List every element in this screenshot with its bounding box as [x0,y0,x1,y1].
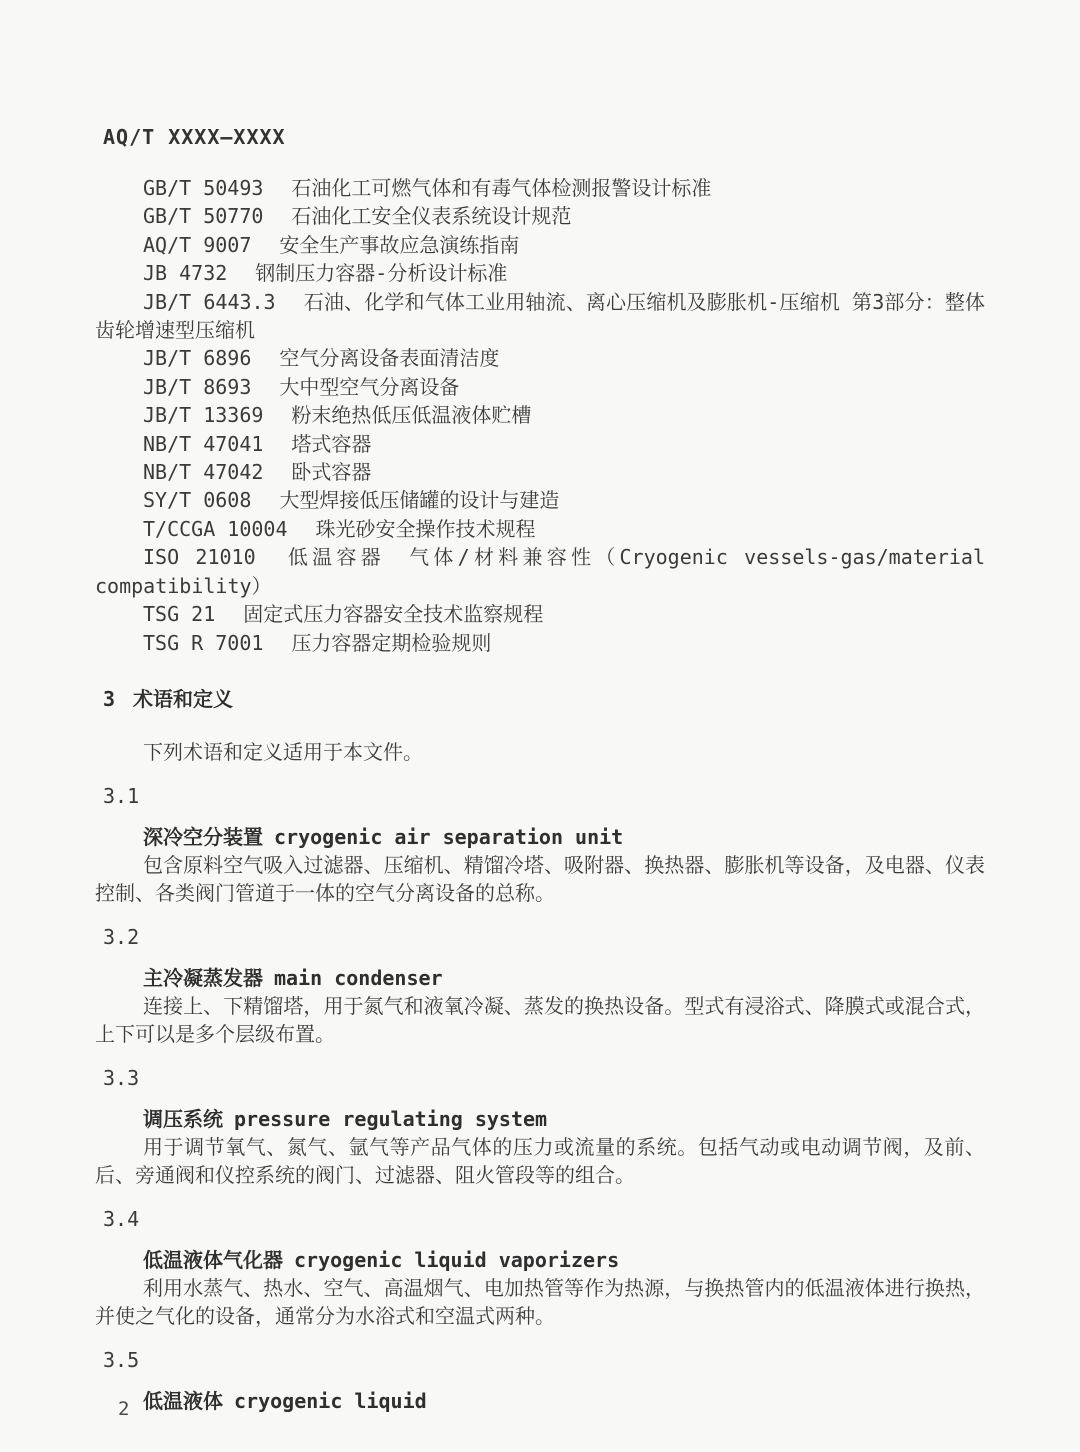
reference-item [95,629,985,657]
reference-title: 低温容器 气体/材料兼容性（Cryogenic vessels-gas/material compatibility） [95,545,985,598]
reference-item [95,174,985,202]
reference-code: JB/T 6443.3 [143,289,276,314]
section-number: 3 [103,686,116,711]
reference-title: 压力容器定期检验规则 [291,630,492,655]
reference-title: 钢制压力容器-分析设计标准 [255,261,508,286]
term-en: pressure regulating system [234,1106,548,1131]
term-zh: 低温液体气化器 [143,1247,283,1272]
reference-code: JB/T 6896 [143,346,252,371]
term-definition: 连接上、下精馏塔，用于氮气和液氧冷凝、蒸发的换热设备。型式有浸浴式、降膜式或混合式，上下可以是多个层级布置。 [95,993,985,1046]
reference-code: T/CCGA 10004 [143,516,288,541]
reference-title: 塔式容器 [291,431,372,456]
term-en: cryogenic liquid vaporizers [294,1247,620,1272]
reference-title: 大型焊接低压储罐的设计与建造 [279,488,560,513]
reference-title: 空气分离设备表面清洁度 [279,346,500,371]
term-en: main condenser [274,965,443,990]
reference-code: AQ/T 9007 [143,232,252,257]
reference-code: TSG 21 [143,602,216,627]
reference-item [95,458,985,486]
term-zh: 深冷空分装置 [143,824,263,849]
term-heading [95,1105,985,1133]
reference-item [95,373,985,401]
reference-title: 大中型空气分离设备 [279,374,460,399]
term-definition: 包含原料空气吸入过滤器、压缩机、精馏冷塔、吸附器、换热器、膨胀机等设备，及电器、仪表控制、各类阀门管道于一体的空气分离设备的总称。 [95,852,985,905]
term-zh: 低温液体 [143,1388,223,1413]
reference-code: JB 4732 [143,261,228,286]
doc-number: AQ/T XXXX—XXXX [103,125,286,149]
term-number: 3.2 [103,924,140,949]
term-number: 3.5 [103,1347,140,1372]
reference-item [95,202,985,230]
reference-title: 石油、化学和气体工业用轴流、离心压缩机及膨胀机-压缩机 第3部分：整体齿轮增速型压缩机 [95,289,986,343]
reference-item [95,486,985,514]
reference-item [95,430,985,458]
term-heading [95,1387,985,1415]
reference-item [95,515,985,543]
reference-item [95,543,985,600]
reference-item [95,344,985,372]
term-heading [95,823,985,851]
reference-code: NB/T 47041 [143,431,264,456]
reference-code: TSG R 7001 [143,630,264,655]
term-zh: 调压系统 [143,1106,223,1131]
term-en: cryogenic liquid [234,1388,427,1413]
reference-item [95,600,985,628]
term-definition: 利用水蒸气、热水、空气、高温烟气、电加热管等作为热源，与换热管内的低温液体进行换热，并使之气化的设备，通常分为水浴式和空温式两种。 [95,1275,985,1328]
page-number: 2 [118,1398,130,1420]
reference-code: NB/T 47042 [143,460,264,485]
term-heading [95,964,985,992]
term-number: 3.1 [103,783,140,808]
reference-title: 珠光砂安全操作技术规程 [315,516,536,541]
reference-item [95,288,985,345]
reference-code: JB/T 8693 [143,374,252,399]
section-intro: 下列术语和定义适用于本文件。 [143,739,423,764]
term-number: 3.3 [103,1065,140,1090]
reference-title: 安全生产事故应急演练指南 [279,232,520,257]
reference-item [95,259,985,287]
reference-title: 石油化工安全仪表系统设计规范 [291,204,572,229]
term-number: 3.4 [103,1206,140,1231]
reference-code: JB/T 13369 [143,403,264,428]
section-title: 术语和定义 [133,686,234,711]
reference-code: GB/T 50493 [143,176,264,200]
reference-code: ISO 21010 [143,545,256,570]
term-heading [95,1246,985,1274]
term-zh: 主冷凝蒸发器 [143,965,263,990]
reference-item [95,401,985,429]
reference-title: 石油化工可燃气体和有毒气体检测报警设计标准 [291,176,712,200]
reference-code: GB/T 50770 [143,204,264,229]
reference-title: 卧式容器 [291,460,372,485]
reference-code: SY/T 0608 [143,488,252,513]
references-list [95,174,985,657]
term-en: cryogenic air separation unit [274,824,624,849]
term-definition: 用于调节氧气、氮气、氩气等产品气体的压力或流量的系统。包括气动或电动调节阀，及前、后、旁通阀和仪控系统的阀门、过滤器、阻火管段等的组合。 [95,1134,985,1187]
reference-item [95,231,985,259]
reference-title: 固定式压力容器安全技术监察规程 [243,602,544,627]
reference-title: 粉末绝热低压低温液体贮槽 [291,403,532,428]
section-heading [95,685,985,713]
